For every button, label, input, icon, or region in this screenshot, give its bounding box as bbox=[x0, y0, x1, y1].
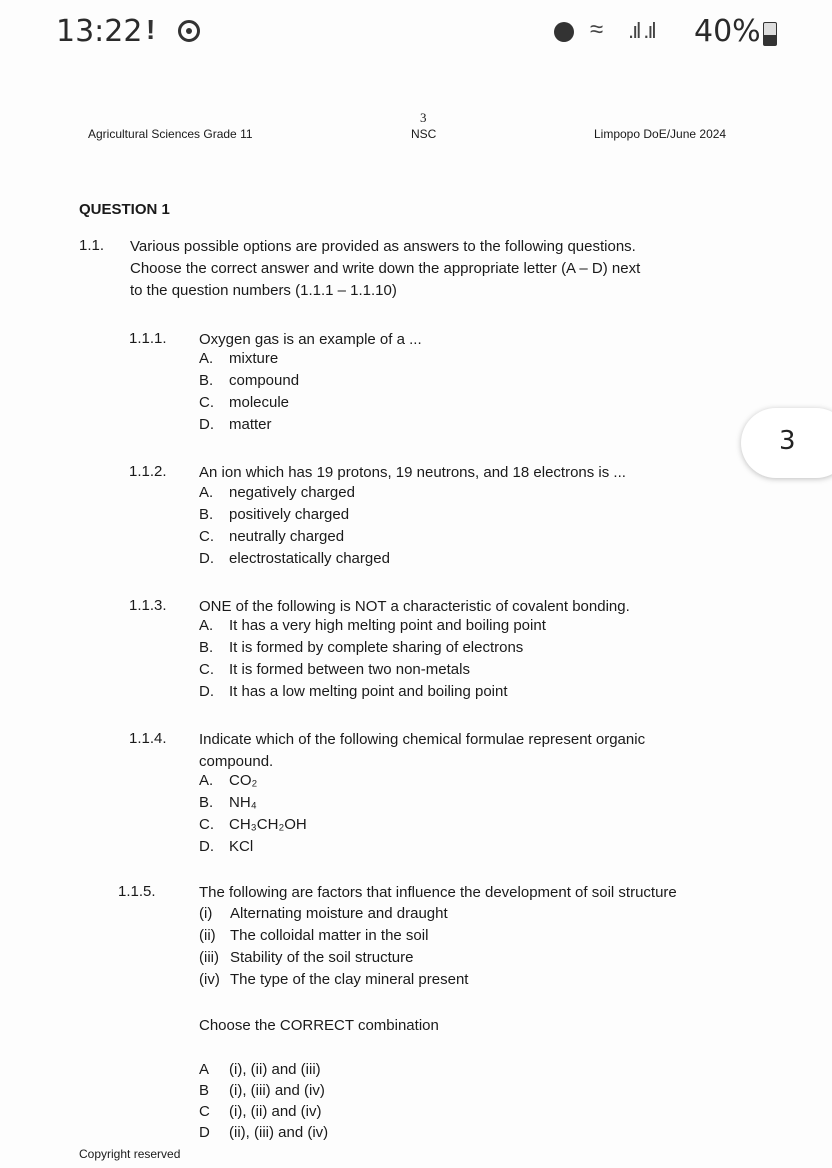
option-d: D. electrostatically charged bbox=[199, 550, 390, 567]
option-b: B (i), (iii) and (iv) bbox=[199, 1082, 325, 1099]
factor-ii: (ii) The colloidal matter in the soil bbox=[199, 927, 429, 944]
factor-i: (i) Alternating moisture and draught bbox=[199, 905, 448, 922]
item-stem: Oxygen gas is an example of a ... bbox=[199, 331, 422, 348]
options-list bbox=[199, 770, 307, 858]
factors-list bbox=[199, 903, 468, 991]
option-b: B. It is formed by complete sharing of electrons bbox=[199, 639, 524, 656]
option-b: B. positively charged bbox=[199, 506, 350, 523]
factor-iii: (iii) Stability of the soil structure bbox=[199, 949, 414, 966]
option-a: A. mixture bbox=[199, 350, 279, 367]
item-number: 1.1.5. bbox=[118, 883, 156, 900]
options-list bbox=[199, 482, 390, 570]
factor-iv: (iv) The type of the clay mineral present bbox=[199, 971, 469, 988]
option-c: C. neutrally charged bbox=[199, 528, 345, 545]
option-c: C. It is formed between two non-metals bbox=[199, 661, 470, 678]
options-list bbox=[199, 1059, 328, 1143]
battery-icon bbox=[763, 22, 777, 46]
item-number: 1.1.3. bbox=[129, 597, 167, 614]
option-a: A (i), (ii) and (iii) bbox=[199, 1061, 321, 1078]
option-b: B. compound bbox=[199, 372, 300, 389]
header-source: Limpopo DoE/June 2024 bbox=[594, 127, 727, 141]
header-nsc: NSC bbox=[411, 127, 437, 141]
item-stem: Indicate which of the following chemical formulae represent organic compound. bbox=[199, 731, 646, 770]
option-b: B. NH₄ bbox=[199, 794, 257, 811]
question-title: QUESTION 1 bbox=[79, 201, 170, 218]
header-subject: Agricultural Sciences Grade 11 bbox=[88, 127, 253, 141]
alert-icon: ! bbox=[146, 14, 156, 45]
record-icon bbox=[178, 20, 200, 42]
q11-instructions: Various possible options are provided as answers to the following questions. Choose the correct answer and write down the appropriate letter (A – D) next to the question numbers (1.1.1 – 1.1.10) bbox=[130, 238, 641, 299]
option-c: C. CH₃CH₂OH bbox=[199, 816, 307, 833]
option-d: D. matter bbox=[199, 416, 272, 433]
battery-percent: 40% bbox=[694, 14, 761, 49]
q11-number: 1.1. bbox=[79, 237, 105, 254]
option-d: D (ii), (iii) and (iv) bbox=[199, 1124, 329, 1141]
item-stem: An ion which has 19 protons, 19 neutrons, and 18 electrons is ... bbox=[199, 464, 626, 481]
item-number: 1.1.2. bbox=[129, 463, 167, 480]
option-c: C (i), (ii) and (iv) bbox=[199, 1103, 322, 1120]
options-list bbox=[199, 348, 299, 436]
page-number: 3 bbox=[420, 110, 427, 125]
wifi-icon: ≈ bbox=[590, 16, 604, 43]
option-c: C. molecule bbox=[199, 394, 290, 411]
option-a: A. CO₂ bbox=[199, 772, 258, 789]
options-list bbox=[199, 615, 546, 703]
signal-icon: .ıl .ıl bbox=[628, 18, 655, 43]
item-stem: ONE of the following is NOT a characteristic of covalent bonding. bbox=[199, 598, 630, 615]
page-indicator-number: 3 bbox=[779, 426, 796, 456]
footer-copyright: Copyright reserved bbox=[79, 1147, 181, 1161]
item-number: 1.1.1. bbox=[129, 330, 167, 347]
item-stem: The following are factors that influence the development of soil structure bbox=[199, 884, 677, 901]
option-a: A. It has a very high melting point and boiling point bbox=[199, 617, 546, 634]
item-number: 1.1.4. bbox=[129, 730, 167, 747]
instruction: Choose the CORRECT combination bbox=[199, 1017, 439, 1034]
page-indicator[interactable] bbox=[741, 408, 832, 478]
option-d: D. KCl bbox=[199, 838, 254, 855]
status-time: 13:22 bbox=[56, 14, 143, 49]
option-d: D. It has a low melting point and boiling point bbox=[199, 683, 508, 700]
option-a: A. negatively charged bbox=[199, 484, 355, 501]
alarm-icon bbox=[554, 22, 574, 42]
